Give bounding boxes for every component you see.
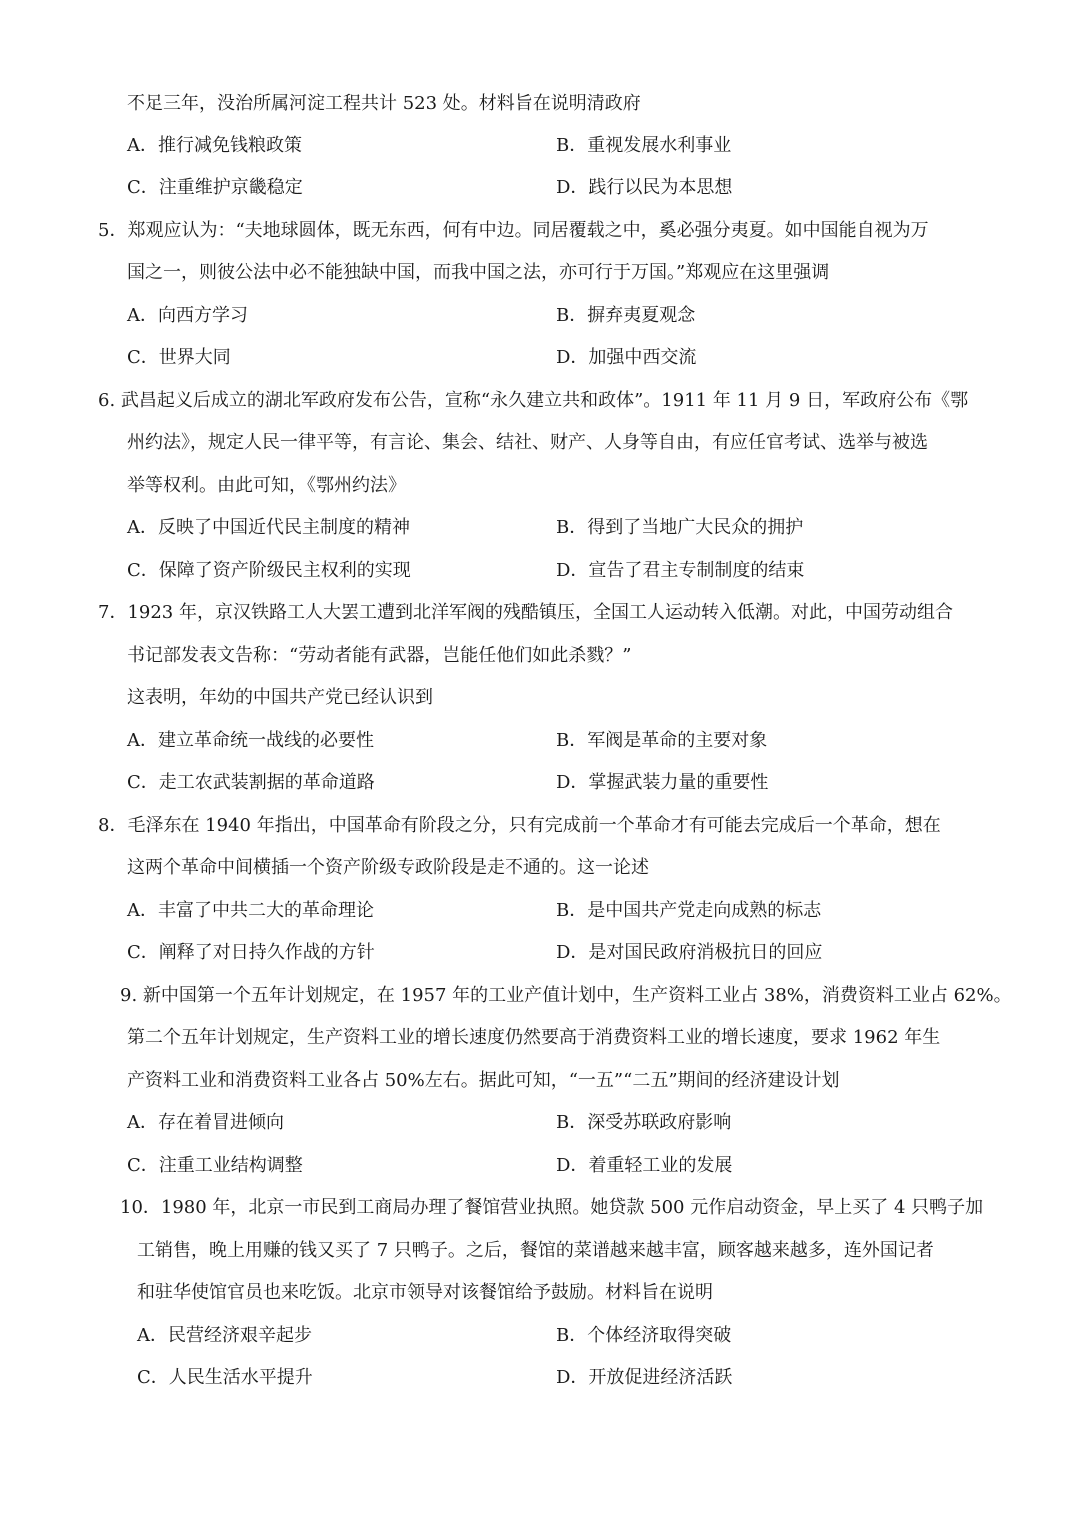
q4-option-b: B．重视发展水利事业 — [556, 135, 732, 156]
q8-stem-line-1: 8．毛泽东在 1940 年指出，中国革命有阶段之分，只有完成前一个革命才有可能去完成后一个革命，想在 — [98, 815, 941, 836]
q8-option-a: A．丰富了中共二大的革命理论 — [127, 900, 374, 921]
q7-option-c: C．走工农武装割据的革命道路 — [127, 772, 375, 793]
q8-option-c: C．阐释了对日持久作战的方针 — [127, 942, 375, 963]
q10-option-c: C．人民生活水平提升 — [137, 1367, 313, 1388]
q4-stem-line: 不足三年，没治所属河淀工程共计 523 处。材料旨在说明清政府 — [127, 93, 641, 114]
q7-option-d: D．掌握武装力量的重要性 — [556, 772, 769, 793]
q4-option-c: C．注重维护京畿稳定 — [127, 177, 303, 198]
q9-option-c: C．注重工业结构调整 — [127, 1155, 303, 1176]
q5-stem-line-1: 5．郑观应认为：“夫地球圆体，既无东西，何有中边。同居覆载之中，奚必强分夷夏。如中国能自视为万 — [98, 220, 929, 241]
q5-option-a: A．向西方学习 — [127, 305, 248, 326]
q10-option-b: B．个体经济取得突破 — [556, 1325, 732, 1346]
q10-stem-line-1: 10．1980 年，北京一市民到工商局办理了餐馆营业执照。她贷款 500 元作启动资金，早上买了 4 只鸭子加 — [120, 1197, 984, 1218]
q6-option-a: A．反映了中国近代民主制度的精神 — [127, 517, 410, 538]
q10-stem-line-3: 和驻华使馆官员也来吃饭。北京市领导对该餐馆给予鼓励。材料旨在说明 — [137, 1282, 713, 1303]
q5-option-d: D．加强中西交流 — [556, 347, 697, 368]
q5-option-c: C．世界大同 — [127, 347, 231, 368]
q7-stem-line-3: 这表明，年幼的中国共产党已经认识到 — [127, 687, 433, 708]
q9-stem-line-2: 第二个五年计划规定，生产资料工业的增长速度仍然要高于消费资料工业的增长速度，要求 1962 年生 — [127, 1027, 941, 1048]
q6-option-b: B．得到了当地广大民众的拥护 — [556, 517, 804, 538]
q7-stem-line-1: 7．1923 年，京汉铁路工人大罢工遭到北洋军阀的残酷镇压，全国工人运动转入低潮。对此，中国劳动组合 — [98, 602, 953, 623]
q7-stem-line-2: 书记部发表文告称：“劳动者能有武器，岂能任他们如此杀戮？” — [127, 645, 632, 666]
q10-option-d: D．开放促进经济活跃 — [556, 1367, 733, 1388]
q5-stem-line-2: 国之一，则彼公法中必不能独缺中国，而我中国之法，亦可行于万国。”郑观应在这里强调 — [127, 262, 830, 283]
q4-option-a: A．推行减免钱粮政策 — [127, 135, 302, 156]
q9-stem-line-3: 产资料工业和消费资料工业各占 50%左右。据此可知，“一五”“二五”期间的经济建设计划 — [127, 1070, 840, 1091]
q4-option-d: D．践行以民为本思想 — [556, 177, 733, 198]
q6-stem-line-1: 6. 武昌起义后成立的湖北军政府发布公告，宣称“永久建立共和政体”。1911 年 11 月 9 日，军政府公布《鄂 — [98, 390, 969, 411]
q6-stem-line-2: 州约法》，规定人民一律平等，有言论、集会、结社、财产、人身等自由，有应任官考试、选举与被选 — [127, 432, 928, 453]
q6-option-d: D．宣告了君主专制制度的结束 — [556, 560, 805, 581]
q8-stem-line-2: 这两个革命中间横插一个资产阶级专政阶段是走不通的。这一论述 — [127, 857, 649, 878]
q7-option-b: B．军阀是革命的主要对象 — [556, 730, 768, 751]
q6-stem-line-3: 举等权利。由此可知，《鄂州约法》 — [127, 475, 406, 496]
q10-stem-line-2: 工销售，晚上用赚的钱又买了 7 只鸭子。之后，餐馆的菜谱越来越丰富，顾客越来越多，连外国记者 — [137, 1240, 934, 1261]
q9-option-b: B．深受苏联政府影响 — [556, 1112, 732, 1133]
q9-stem-line-1: 9. 新中国第一个五年计划规定，在 1957 年的工业产值计划中，生产资料工业占 38%，消费资料工业占 62%。 — [120, 985, 1012, 1006]
q9-option-d: D．着重轻工业的发展 — [556, 1155, 733, 1176]
q6-option-c: C．保障了资产阶级民主权利的实现 — [127, 560, 411, 581]
q10-option-a: A．民营经济艰辛起步 — [137, 1325, 312, 1346]
q7-option-a: A．建立革命统一战线的必要性 — [127, 730, 374, 751]
q9-option-a: A．存在着冒进倾向 — [127, 1112, 284, 1133]
q8-option-d: D．是对国民政府消极抗日的回应 — [556, 942, 823, 963]
q8-option-b: B．是中国共产党走向成熟的标志 — [556, 900, 822, 921]
q5-option-b: B．摒弃夷夏观念 — [556, 305, 696, 326]
